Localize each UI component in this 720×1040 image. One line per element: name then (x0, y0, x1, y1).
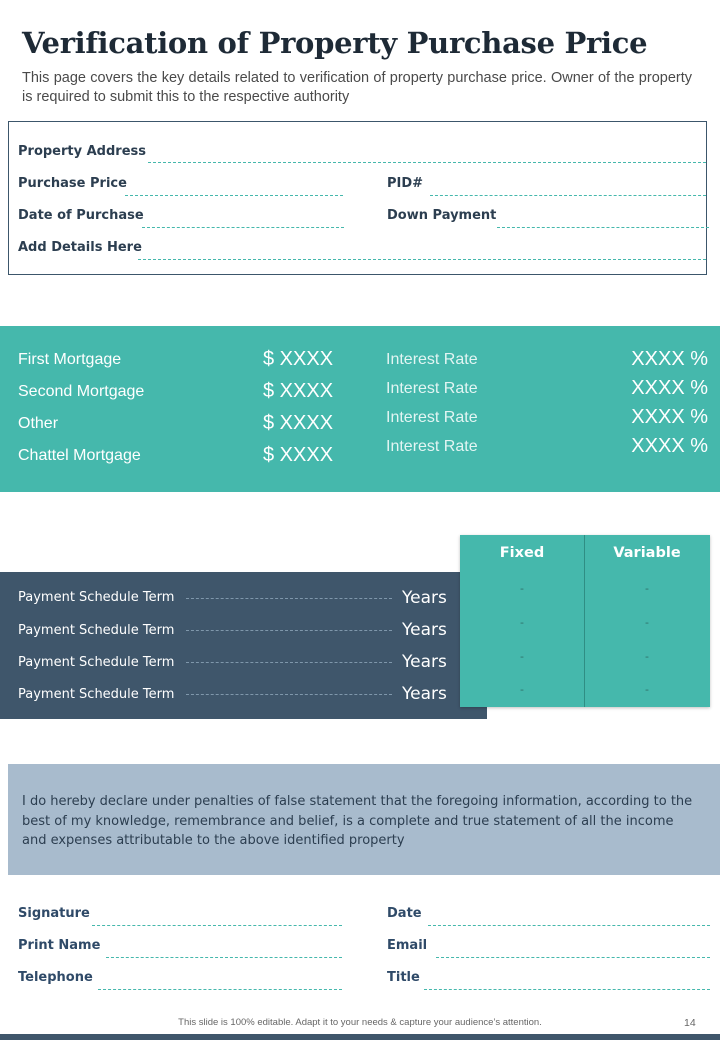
variable-cell[interactable]: - (645, 683, 649, 696)
property-address-label: Property Address (18, 144, 146, 159)
interest-rate-value: XXXX % (631, 348, 708, 370)
pid-field[interactable] (430, 195, 706, 196)
payment-term-unit: Years (402, 684, 447, 704)
payment-term-field[interactable] (186, 630, 392, 631)
fixed-variable-table (460, 535, 710, 707)
mortgage-section (0, 326, 720, 492)
mortgage-label: First Mortgage (18, 351, 122, 368)
purchase-price-field[interactable] (125, 195, 343, 196)
fixed-header: Fixed (499, 545, 545, 561)
telephone-field[interactable] (98, 989, 342, 990)
variable-cell[interactable]: - (645, 616, 649, 629)
page-number: 14 (684, 1017, 696, 1029)
title-field[interactable] (424, 989, 710, 990)
date-label: Date (387, 906, 422, 921)
variable-header: Variable (613, 545, 681, 561)
property-address-field[interactable] (148, 162, 706, 163)
mortgage-amount: $ XXXX (263, 380, 334, 402)
mortgage-label: Second Mortgage (18, 383, 145, 400)
payment-term-label: Payment Schedule Term (18, 590, 175, 605)
interest-rate-label: Interest Rate (386, 380, 478, 397)
fixed-cell[interactable]: - (520, 650, 524, 663)
footer-note: This slide is 100% editable. Adapt it to your needs & capture your audience’s attention. (178, 1017, 542, 1028)
title-label: Title (387, 970, 420, 985)
payment-term-label: Payment Schedule Term (18, 655, 175, 670)
signature-label: Signature (18, 906, 90, 921)
page-subtitle: This page covers the key details related to verification of property purchase price. Owner of the property is required to submit this to the respective authority (22, 70, 692, 105)
declaration-box (8, 764, 720, 875)
down-payment-field[interactable] (497, 227, 709, 228)
email-label: Email (387, 938, 428, 953)
payment-schedule-panel (0, 572, 487, 719)
print-name-label: Print Name (18, 938, 101, 953)
add-details-label: Add Details Here (18, 240, 142, 255)
add-details-field[interactable] (138, 259, 706, 260)
mortgage-label: Chattel Mortgage (18, 447, 141, 464)
signature-field[interactable] (92, 925, 342, 926)
mortgage-amount: $ XXXX (263, 444, 334, 466)
date-of-purchase-label: Date of Purchase (18, 208, 144, 223)
variable-cell[interactable]: - (645, 582, 649, 595)
interest-rate-label: Interest Rate (386, 351, 478, 368)
date-of-purchase-field[interactable] (142, 227, 344, 228)
interest-rate-value: XXXX % (631, 377, 708, 399)
payment-term-unit: Years (402, 620, 447, 640)
pid-label: PID# (387, 176, 424, 191)
fixed-cell[interactable]: - (520, 683, 524, 696)
payment-term-label: Payment Schedule Term (18, 623, 175, 638)
interest-rate-value: XXXX % (631, 406, 708, 428)
mortgage-amount: $ XXXX (263, 412, 334, 434)
date-field[interactable] (428, 925, 710, 926)
page-title: Verification of Property Purchase Price (22, 26, 648, 60)
variable-cell[interactable]: - (645, 650, 649, 663)
interest-rate-value: XXXX % (631, 435, 708, 457)
fixed-cell[interactable]: - (520, 616, 524, 629)
payment-term-unit: Years (402, 588, 447, 608)
interest-rate-label: Interest Rate (386, 438, 478, 455)
telephone-label: Telephone (18, 970, 93, 985)
purchase-price-label: Purchase Price (18, 176, 127, 191)
declaration-text: I do hereby declare under penalties of false statement that the foregoing information, according to the best of my knowledge, remembrance and belief, is a complete and true statement of all the income and expenses attributable to the above identified property (22, 794, 693, 848)
mortgage-label: Other (18, 415, 59, 432)
interest-rate-label: Interest Rate (386, 409, 478, 426)
payment-term-field[interactable] (186, 662, 392, 663)
payment-term-unit: Years (402, 652, 447, 672)
payment-term-field[interactable] (186, 694, 392, 695)
print-name-field[interactable] (106, 957, 342, 958)
payment-term-label: Payment Schedule Term (18, 687, 175, 702)
payment-term-field[interactable] (186, 598, 392, 599)
down-payment-label: Down Payment (387, 208, 497, 223)
fixed-cell[interactable]: - (520, 582, 524, 595)
mortgage-amount: $ XXXX (263, 348, 334, 370)
email-field[interactable] (436, 957, 710, 958)
bottom-bar (0, 1034, 720, 1040)
